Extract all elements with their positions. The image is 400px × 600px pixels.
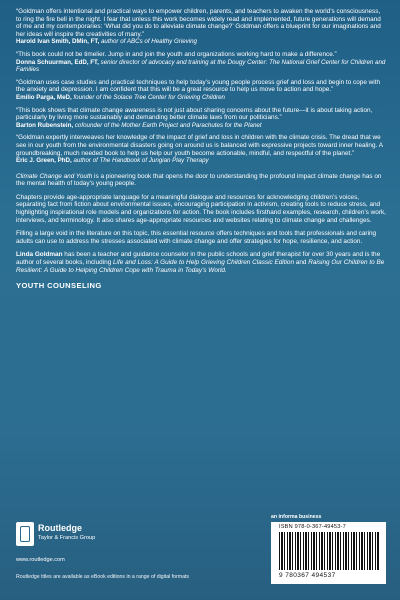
description-paragraph-1: Climate Change and Youth is a pioneering book that opens the door to understanding the profound impact climate change has on the mental health of today’s young people. bbox=[16, 172, 382, 188]
endorser-name: Donna Schuurman, EdD, FT, bbox=[16, 58, 99, 66]
endorser-name: Eric J. Green, PhD, bbox=[16, 157, 72, 165]
endorser-role: author of The Handbook of Jungian Play Therapy bbox=[73, 157, 209, 165]
endorsement-4 bbox=[16, 107, 386, 130]
endorsement-2 bbox=[16, 51, 386, 74]
endorser-name: Barton Rubenstein, bbox=[16, 121, 74, 129]
endorsement-text: “Goldman expertly interweaves her knowledge of the impact of grief and loss in children with the climate crisis. The dread that we see in our youth from the environmental disasters going on around us is balanced with expressive projects toward inner healing. A groundbreaking, much needed book to help us help our youth become actionable, mindful, and respectful of the planet.” bbox=[16, 134, 383, 157]
endorsement-text: “Goldman uses case studies and practical techniques to help today’s young people process grief and loss and begin to cope with the anxiety and depression. I am confident that this will be a great resource to help us move to action and hope.” bbox=[16, 78, 381, 94]
website-link[interactable]: www.routledge.com bbox=[16, 557, 65, 563]
book-title: Raising Our Children to Be Resilient: A Guide to Helping Children Cope with Trauma in Today’s World. bbox=[16, 259, 385, 274]
endorsement-5 bbox=[16, 134, 386, 164]
book-title: Life and Loss: A Guide to Help Grieving Children Classic Edition bbox=[112, 259, 295, 267]
barcode-icon bbox=[279, 532, 379, 570]
category-label: YOUTH COUNSELING bbox=[16, 281, 102, 291]
footer bbox=[16, 514, 386, 590]
informa-label: an informa business bbox=[271, 514, 322, 520]
endorsement-3 bbox=[16, 79, 386, 102]
isbn-text: ISBN 978-0-367-49453-7 bbox=[279, 524, 346, 530]
cover-text bbox=[16, 8, 386, 290]
endorser-role: founder of the Solace Tree Center for Grieving Children bbox=[73, 93, 225, 101]
endorsement-1 bbox=[16, 8, 386, 46]
ebook-note: Routledge titles are available as eBook editions in a range of digital formats bbox=[16, 574, 190, 580]
endorser-name: Emilio Parga, MeD, bbox=[16, 93, 72, 101]
endorser-name: Harold Ivan Smith, DMin, FT, bbox=[16, 38, 100, 46]
endorser-role: senior director of advocacy and training at the Dougy Center: The National Grief Center for Children and Families bbox=[16, 58, 386, 74]
book-title: Climate Change and Youth bbox=[16, 172, 93, 180]
barcode-box bbox=[271, 522, 386, 584]
description-paragraph-2: Chapters provide age-appropriate language for a meaningful dialogue and resources for acknowledging children’s voices, separating fact from fiction about environmental issues, encouraging participation in activism, creating tools to reduce stress, and highlighting inspirational role models and organizations for action. The book includes firsthand examples, research, children’s work, interviews, and terminology. It also shares age-appropriate resources and websites relating to climate change and challenges. bbox=[16, 193, 386, 224]
endorser-role: author of ABCs of Healthy Grieving bbox=[100, 38, 198, 46]
publisher-name: Routledge bbox=[38, 523, 82, 533]
barcode-area bbox=[271, 514, 386, 584]
description-paragraph-3: Filling a large void in the literature on this topic, this essential resource offers techniques and tools that professionals and caring adults can use to address the stresses associated with climate change and offer strategies for hope, resilience, and action. bbox=[16, 230, 377, 245]
endorsement-text: “This book could not be timelier. Jump in and join the youth and organizations working hard to make a difference.” bbox=[16, 50, 337, 58]
barcode-number: 9 780367 494537 bbox=[279, 572, 336, 579]
author-name: Linda Goldman bbox=[16, 251, 63, 259]
publisher-logo bbox=[16, 520, 106, 560]
routledge-r-icon bbox=[16, 522, 34, 546]
endorser-role: cofounder of the Mother Earth Project and Parachutes for the Planet bbox=[74, 121, 262, 129]
endorsement-text: “Goldman offers intentional and practical ways to empower children, parents, and teachers to awaken the world’s consciousness, to ring the fire bell in the night. I fear that unless this work becomes widely read and implemented, future generations will demand of me and my contemporaries: ‘What did you do to alleviate climate change?’ Goldman offers a blueprint for our imaginations and her ideas will inspire the creativities of many.” bbox=[16, 8, 381, 38]
author-bio: Linda Goldman has been a teacher and guidance counselor in the public schools and grief therapist for over 30 years and is the author of several books, including Life and Loss: A Guide to Help Grieving Children Classic Edition and Raising Our Children to Be Resilient: A Guide to Helping Children Cope with Trauma in Today’s World. bbox=[16, 251, 385, 274]
publisher-subtitle: Taylor & Francis Group bbox=[38, 535, 96, 541]
endorsement-text: “This book shows that climate change awareness is not just about sharing concerns about the future—it is about taking action, particularly by living more sustainably and demanding better climate laws from our politicians.” bbox=[16, 106, 373, 122]
